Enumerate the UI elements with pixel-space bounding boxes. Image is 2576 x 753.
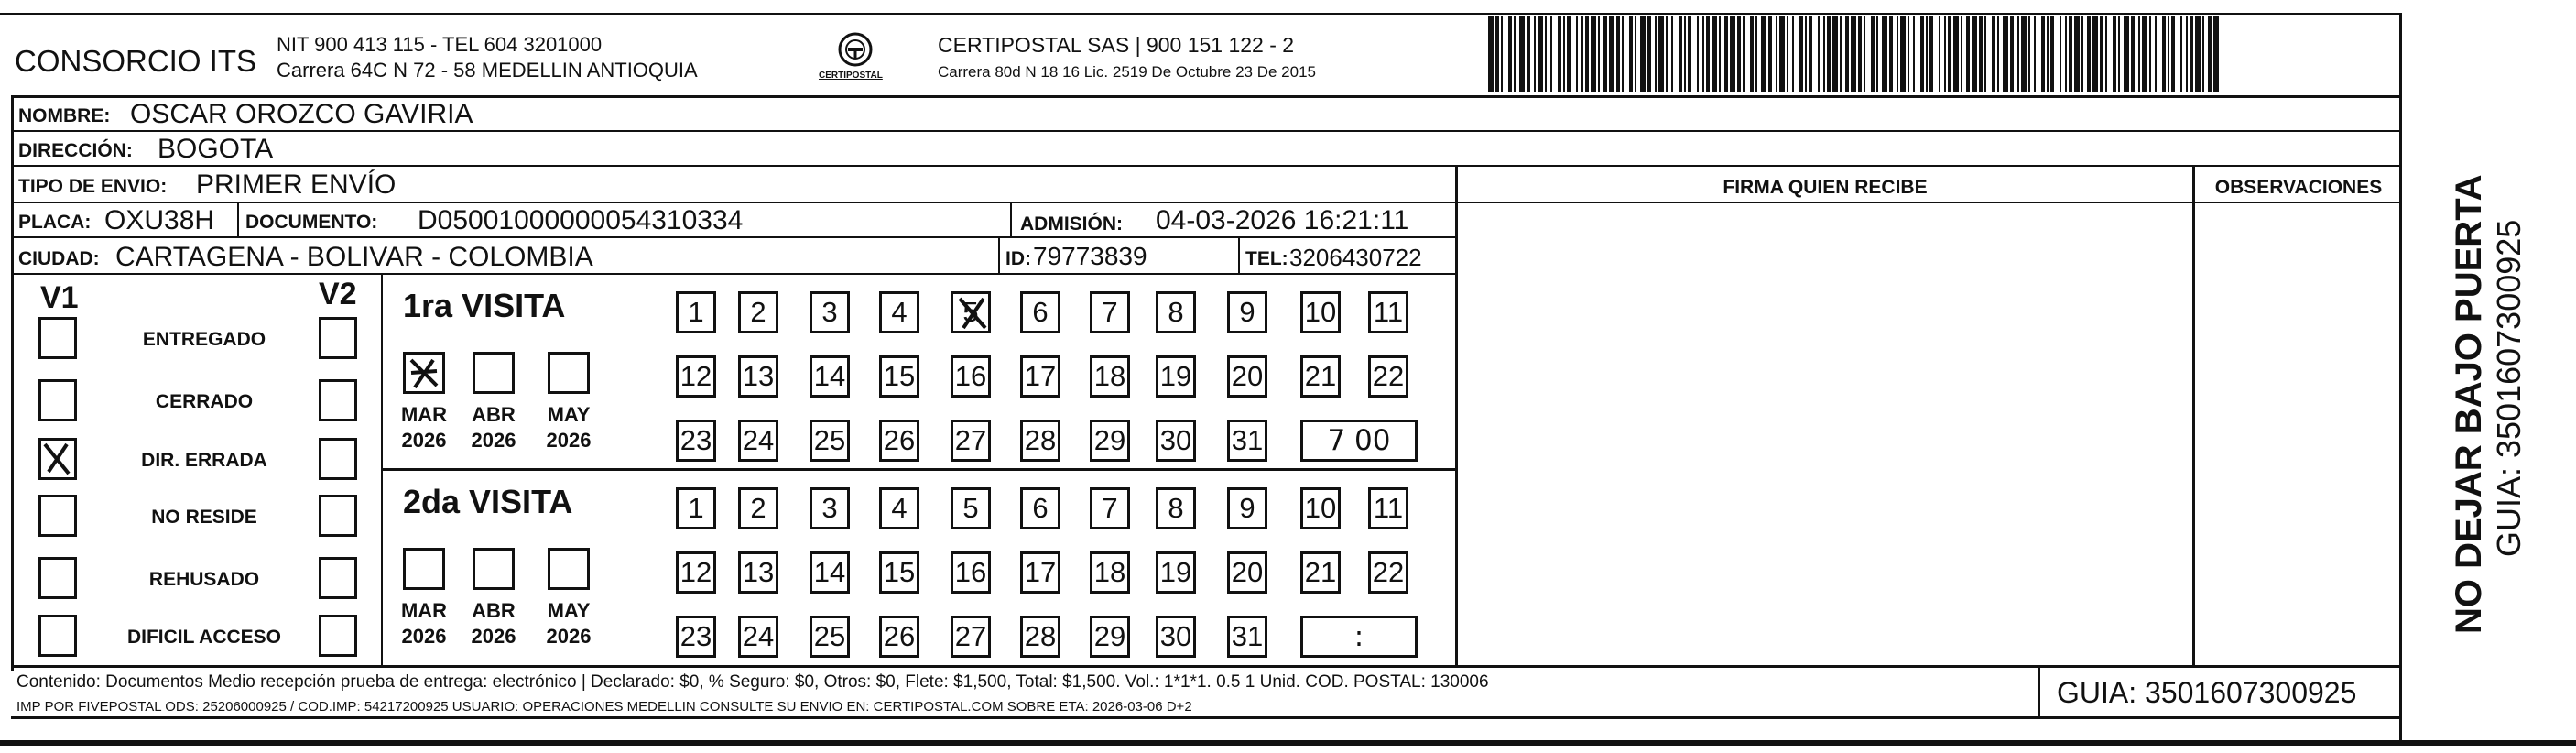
barcode-bar	[1871, 16, 1875, 92]
month-checkbox[interactable]	[548, 548, 590, 590]
day-box[interactable]: 30	[1156, 420, 1196, 462]
day-box[interactable]: 29	[1090, 616, 1130, 658]
admision-label: ADMISIÓN:	[1020, 213, 1123, 235]
barcode-bar	[2131, 16, 2135, 92]
year-label: 2026	[471, 429, 516, 452]
day-box[interactable]: 14	[810, 355, 850, 398]
day-box[interactable]: 20	[1227, 355, 1267, 398]
rule-visit-split	[381, 468, 1457, 471]
year-label: 2026	[401, 625, 447, 648]
rule-id-left	[998, 236, 1000, 273]
day-box[interactable]: 2	[738, 487, 778, 529]
imp-text: IMP POR FIVEPOSTAL ODS: 25206000925 / COD.IMP: 54217200925 USUARIO: OPERACIONES MEDELLIN CONSULTE SU ENVIO EN: CERTIPOSTAL.COM SOBRE ETA: 2026-03-06 D+2	[16, 699, 1192, 715]
day-box[interactable]: 25	[810, 616, 850, 658]
barcode-bar	[2168, 16, 2169, 92]
barcode-bar	[1508, 16, 1512, 92]
day-box[interactable]: 4	[879, 487, 919, 529]
nombre-label: NOMBRE:	[18, 105, 111, 126]
barcode-bar	[1719, 16, 1721, 92]
company-address: Carrera 64C N 72 - 58 MEDELLIN ANTIOQUIA	[277, 59, 698, 82]
id-label: ID:	[1005, 248, 1031, 269]
day-box[interactable]: 22	[1368, 551, 1408, 594]
rule-footer-bottom	[11, 716, 2402, 719]
tel-label: TEL:	[1245, 248, 1288, 269]
barcode-bar	[1737, 16, 1741, 92]
rule-h5	[11, 236, 1457, 238]
barcode-bar	[1876, 16, 1878, 92]
day-box[interactable]: 14	[810, 551, 850, 594]
barcode-bar	[2195, 16, 2201, 92]
v1-checkbox[interactable]	[38, 615, 77, 657]
rule-h7	[11, 665, 2402, 668]
barcode-bar	[2155, 16, 2157, 92]
day-box[interactable]: 6	[1020, 487, 1060, 529]
day-box[interactable]: 15	[879, 551, 919, 594]
barcode-bar	[2186, 16, 2188, 92]
time-box[interactable]: 7 00	[1300, 420, 1418, 462]
direccion-value: BOGOTA	[158, 134, 274, 164]
barcode-bar	[1997, 16, 1999, 92]
bottom-rule	[0, 740, 2576, 746]
barcode-bar	[1920, 16, 1924, 92]
barcode-bar	[2028, 16, 2030, 92]
frame-right-edge	[2399, 13, 2402, 742]
year-label: 2026	[546, 625, 592, 648]
v2-checkbox[interactable]	[319, 615, 357, 657]
barcode-bar	[1679, 16, 1682, 92]
barcode-bar	[2017, 16, 2019, 92]
v1-label: V1	[40, 280, 79, 315]
barcode-bar	[1550, 16, 1552, 92]
barcode-bar	[1658, 16, 1664, 92]
day-box[interactable]: 31	[1227, 616, 1267, 658]
barcode-bar	[1743, 16, 1745, 92]
rule-h6	[11, 273, 1457, 275]
barcode-bar	[1609, 16, 1614, 92]
documento-value: D05001000000054310334	[418, 205, 744, 235]
barcode-bar	[2142, 16, 2147, 92]
barcode-bar	[1616, 16, 1620, 92]
barcode-bar	[1979, 16, 1983, 92]
v1-checkbox[interactable]	[38, 379, 77, 421]
barcode-bar	[2162, 16, 2166, 92]
day-box[interactable]: 5	[951, 487, 991, 529]
barcode-bar	[2074, 16, 2080, 92]
nombre-value: OSCAR OROZCO GAVIRIA	[130, 99, 473, 129]
day-box[interactable]: 12	[676, 551, 716, 594]
barcode-bar	[2081, 16, 2083, 92]
day-box[interactable]: 24	[738, 616, 778, 658]
barcode-bar	[2021, 16, 2027, 92]
status-label: REHUSADO	[148, 569, 260, 590]
barcode-bar	[1563, 16, 1565, 92]
day-box[interactable]: 29	[1090, 420, 1130, 462]
barcode-bar	[1897, 16, 1898, 92]
admision-value: 04-03-2026 16:21:11	[1156, 205, 1409, 235]
tipo-envio-label: TIPO DE ENVIO:	[18, 176, 168, 197]
v2-checkbox[interactable]	[319, 438, 357, 480]
barcode-bar	[1840, 16, 1842, 92]
month-label: MAR	[400, 403, 448, 426]
day-box[interactable]: 21	[1300, 551, 1341, 594]
year-label: 2026	[401, 429, 447, 452]
barcode-bar	[2190, 16, 2193, 92]
v2-label: V2	[319, 277, 357, 311]
barcode-bar	[2105, 16, 2107, 92]
barcode-bar	[1591, 16, 1596, 92]
month-label: ABR	[472, 403, 516, 426]
day-box[interactable]: 7	[1090, 291, 1130, 333]
barcode-bar	[1697, 16, 1699, 92]
visit-title: 2da VISITA	[403, 483, 573, 520]
day-box[interactable]: 3	[810, 487, 850, 529]
barcode-bar	[1953, 16, 1959, 92]
day-box[interactable]: 12	[676, 355, 716, 398]
barcode-bar	[1501, 16, 1503, 92]
day-box[interactable]: 18	[1090, 355, 1130, 398]
barcode-bar	[1900, 16, 1906, 92]
company-name: CONSORCIO ITS	[15, 44, 257, 78]
v2-checkbox[interactable]	[319, 379, 357, 421]
carrier-name: CERTIPOSTAL SAS | 900 151 122 - 2	[938, 33, 1295, 57]
barcode-bar	[1519, 16, 1525, 92]
barcode-bar	[1972, 16, 1977, 92]
barcode-bar	[1558, 16, 1561, 92]
v1-checkbox[interactable]	[38, 495, 77, 537]
barcode-bar	[2065, 16, 2067, 92]
day-box[interactable]: 26	[879, 616, 919, 658]
barcode-bar	[1603, 16, 1607, 92]
day-box[interactable]: 16	[951, 551, 991, 594]
day-box[interactable]: 13	[738, 355, 778, 398]
day-box[interactable]: 28	[1020, 420, 1060, 462]
rule-firma-left	[1455, 165, 1458, 667]
barcode-bar	[1706, 16, 1710, 92]
certipostal-logo	[810, 29, 901, 84]
barcode-bar	[1939, 16, 1940, 92]
day-box[interactable]: 19	[1156, 551, 1196, 594]
month-label: MAR	[400, 599, 448, 622]
barcode-bar	[1913, 16, 1915, 92]
side-warning: NO DEJAR BAJO PUERTA	[2449, 174, 2489, 634]
barcode-bar	[1527, 16, 1530, 92]
barcode-bar	[2060, 16, 2061, 92]
day-box[interactable]: 17	[1020, 355, 1060, 398]
rule-tel-left	[1238, 236, 1240, 273]
year-label: 2026	[471, 625, 516, 648]
month-label: MAY	[547, 403, 591, 426]
barcode-bar	[1889, 16, 1893, 92]
documento-label: DOCUMENTO:	[245, 212, 378, 233]
barcode-bar	[1792, 16, 1794, 92]
barcode-bar	[1776, 16, 1777, 92]
barcode-bar	[2069, 16, 2072, 92]
barcode-bar	[1926, 16, 1928, 92]
day-box[interactable]: 26	[879, 420, 919, 462]
barcode-bar	[2208, 16, 2212, 92]
day-box[interactable]: 2	[738, 291, 778, 333]
barcode-bar	[1702, 16, 1704, 92]
barcode-bar	[1809, 16, 1812, 92]
day-box[interactable]: 8	[1156, 487, 1196, 529]
barcode-bar	[1805, 16, 1807, 92]
barcode-bar	[1845, 16, 1849, 92]
ciudad-label: CIUDAD:	[18, 248, 100, 269]
barcode-bar	[2180, 16, 2182, 92]
barcode-bar	[2034, 16, 2036, 92]
rule-h3	[11, 165, 2402, 167]
day-box[interactable]: 25	[810, 420, 850, 462]
barcode-bar	[1684, 16, 1686, 92]
day-box[interactable]: 22	[1368, 355, 1408, 398]
contenido-text: Contenido: Documentos Medio recepción prueba de entrega: electrónico | Declarado: $0, % Seguro: $0, Otros: $0, Flete: $1,500, Total: $1,500. Vol.: 1*1*1. 0.5 1 Unid. COD. POSTAL: 130006	[16, 672, 1489, 692]
barcode-bar	[1755, 16, 1757, 92]
day-box[interactable]: 24	[738, 420, 778, 462]
observaciones-label: OBSERVACIONES	[2214, 177, 2383, 198]
month-checkbox[interactable]	[403, 548, 445, 590]
side-guia: GUIA: 3501607300925	[2490, 219, 2527, 557]
logo-text: CERTIPOSTAL	[819, 71, 883, 81]
month-label: ABR	[472, 599, 516, 622]
day-box[interactable]: 1	[676, 487, 716, 529]
v1-checkbox[interactable]	[38, 557, 77, 599]
barcode-bar	[1538, 16, 1543, 92]
barcode-bar	[2124, 16, 2129, 92]
tipo-envio-value: PRIMER ENVÍO	[196, 169, 397, 200]
day-box[interactable]: 27	[951, 420, 991, 462]
barcode-bar	[1827, 16, 1831, 92]
barcode-bar	[2092, 16, 2098, 92]
barcode-bar	[2041, 16, 2045, 92]
direccion-label: DIRECCIÓN:	[18, 140, 133, 161]
barcode-bar	[2113, 16, 2116, 92]
barcode-bar	[1688, 16, 1691, 92]
barcode-bar	[2087, 16, 2091, 92]
top-rule	[0, 13, 2401, 15]
barcode-bar	[1851, 16, 1856, 92]
day-box[interactable]: 10	[1300, 291, 1341, 333]
day-box[interactable]: 17	[1020, 551, 1060, 594]
barcode-bar	[1992, 16, 1995, 92]
firma-label: FIRMA QUIEN RECIBE	[1723, 177, 1928, 198]
v2-checkbox[interactable]	[319, 317, 357, 359]
day-box[interactable]: 9	[1227, 291, 1267, 333]
day-box[interactable]: 23	[676, 616, 716, 658]
status-label: NO RESIDE	[151, 507, 257, 528]
barcode-bar	[2100, 16, 2103, 92]
month-checkbox[interactable]	[473, 548, 515, 590]
day-box[interactable]: 21	[1300, 355, 1341, 398]
visit-title: 1ra VISITA	[403, 287, 566, 324]
barcode-bar	[1818, 16, 1820, 92]
time-box[interactable]: :	[1300, 616, 1418, 658]
ciudad-value: CARTAGENA - BOLIVAR - COLOMBIA	[115, 242, 593, 272]
day-box[interactable]: 16	[951, 355, 991, 398]
barcode-bar	[2047, 16, 2049, 92]
status-label: CERRADO	[155, 391, 254, 412]
day-box[interactable]: 9	[1227, 487, 1267, 529]
rule-h2	[11, 130, 2402, 132]
day-box[interactable]: 27	[951, 616, 991, 658]
year-label: 2026	[546, 429, 592, 452]
barcode-bar	[1779, 16, 1785, 92]
month-label: MAY	[547, 599, 591, 622]
day-box[interactable]: 1	[676, 291, 716, 333]
company-nit: NIT 900 413 115 - TEL 604 3201000	[277, 33, 603, 56]
barcode-bar	[1576, 16, 1578, 92]
rule-obs-left	[2192, 165, 2195, 667]
barcode-bar	[1598, 16, 1600, 92]
rule-h4	[11, 202, 2402, 203]
barcode-bar	[1581, 16, 1583, 92]
barcode-bar	[1545, 16, 1547, 92]
barcode-bar	[2050, 16, 2054, 92]
barcode-bar	[1666, 16, 1668, 92]
barcode-bar	[1823, 16, 1825, 92]
day-box[interactable]: 19	[1156, 355, 1196, 398]
barcode-bar	[1724, 16, 1728, 92]
barcode-bar	[2118, 16, 2120, 92]
barcode-bar	[1585, 16, 1589, 92]
barcode-bar	[1622, 16, 1624, 92]
day-box[interactable]: 11	[1368, 291, 1408, 333]
rule-guia-left	[2038, 665, 2040, 718]
barcode-bar	[1984, 16, 1986, 92]
barcode-bar	[1799, 16, 1803, 92]
day-box[interactable]: 4	[879, 291, 919, 333]
barcode-bar	[2149, 16, 2151, 92]
barcode-bar	[1768, 16, 1772, 92]
v2-checkbox[interactable]	[319, 557, 357, 599]
barcode-bar	[1864, 16, 1865, 92]
day-box[interactable]: 20	[1227, 551, 1267, 594]
rule-left	[11, 95, 14, 671]
day-box[interactable]: 18	[1090, 551, 1130, 594]
barcode	[1488, 16, 2221, 92]
barcode-bar	[1495, 16, 1499, 92]
rule-admision-left	[1010, 202, 1012, 238]
day-box[interactable]: 28	[1020, 616, 1060, 658]
barcode-bar	[1944, 16, 1946, 92]
barcode-bar	[1730, 16, 1735, 92]
barcode-bar	[1882, 16, 1887, 92]
day-box[interactable]: 11	[1368, 487, 1408, 529]
barcode-bar	[2010, 16, 2014, 92]
barcode-bar	[1858, 16, 1862, 92]
barcode-bar	[1966, 16, 1970, 92]
day-box[interactable]: 23	[676, 420, 716, 462]
barcode-bar	[1640, 16, 1646, 92]
barcode-bar	[1514, 16, 1516, 92]
day-box[interactable]: 30	[1156, 616, 1196, 658]
tel-value: 3206430722	[1289, 244, 1422, 271]
barcode-bar	[1961, 16, 1962, 92]
month-checkbox[interactable]	[548, 352, 590, 394]
barcode-bar	[1761, 16, 1766, 92]
day-box[interactable]: 31	[1227, 420, 1267, 462]
barcode-bar	[1787, 16, 1788, 92]
status-label: ENTREGADO	[142, 329, 266, 350]
barcode-bar	[2003, 16, 2008, 92]
carrier-address: Carrera 80d N 18 16 Lic. 2519 De Octubre 23 De 2015	[938, 63, 1316, 81]
barcode-bar	[1948, 16, 1951, 92]
status-label: DIFICIL ACCESO	[126, 627, 281, 648]
barcode-bar	[2138, 16, 2140, 92]
barcode-bar	[1929, 16, 1933, 92]
barcode-bar	[1534, 16, 1536, 92]
barcode-bar	[1655, 16, 1657, 92]
footer-guia: GUIA: 3501607300925	[2057, 676, 2357, 709]
barcode-bar	[1629, 16, 1633, 92]
barcode-bar	[1635, 16, 1636, 92]
barcode-bar	[2171, 16, 2175, 92]
barcode-bar	[1750, 16, 1754, 92]
v1-checkbox[interactable]	[38, 317, 77, 359]
barcode-bar	[1488, 16, 1494, 92]
v1-checkbox[interactable]	[38, 438, 77, 480]
day-box[interactable]: 10	[1300, 487, 1341, 529]
rule-placa-right	[237, 202, 239, 238]
day-box[interactable]: 8	[1156, 291, 1196, 333]
barcode-bar	[2202, 16, 2204, 92]
placa-value: OXU38H	[104, 205, 215, 235]
day-box[interactable]: 6	[1020, 291, 1060, 333]
status-label: DIR. ERRADA	[141, 450, 267, 471]
day-box[interactable]: 3	[810, 291, 850, 333]
v2-checkbox[interactable]	[319, 495, 357, 537]
barcode-bar	[1567, 16, 1571, 92]
day-box[interactable]: 13	[738, 551, 778, 594]
barcode-bar	[1647, 16, 1651, 92]
barcode-bar	[1908, 16, 1909, 92]
barcode-bar	[1712, 16, 1717, 92]
day-box[interactable]: 15	[879, 355, 919, 398]
id-value: 79773839	[1033, 242, 1147, 270]
barcode-bar	[1832, 16, 1838, 92]
month-checkbox[interactable]	[403, 352, 445, 394]
barcode-bar	[2213, 16, 2219, 92]
barcode-bar	[1671, 16, 1673, 92]
day-box[interactable]: 7	[1090, 487, 1130, 529]
day-box[interactable]: 5	[951, 291, 991, 333]
month-checkbox[interactable]	[473, 352, 515, 394]
rule-h1	[11, 95, 2402, 98]
placa-label: PLACA:	[18, 212, 92, 233]
